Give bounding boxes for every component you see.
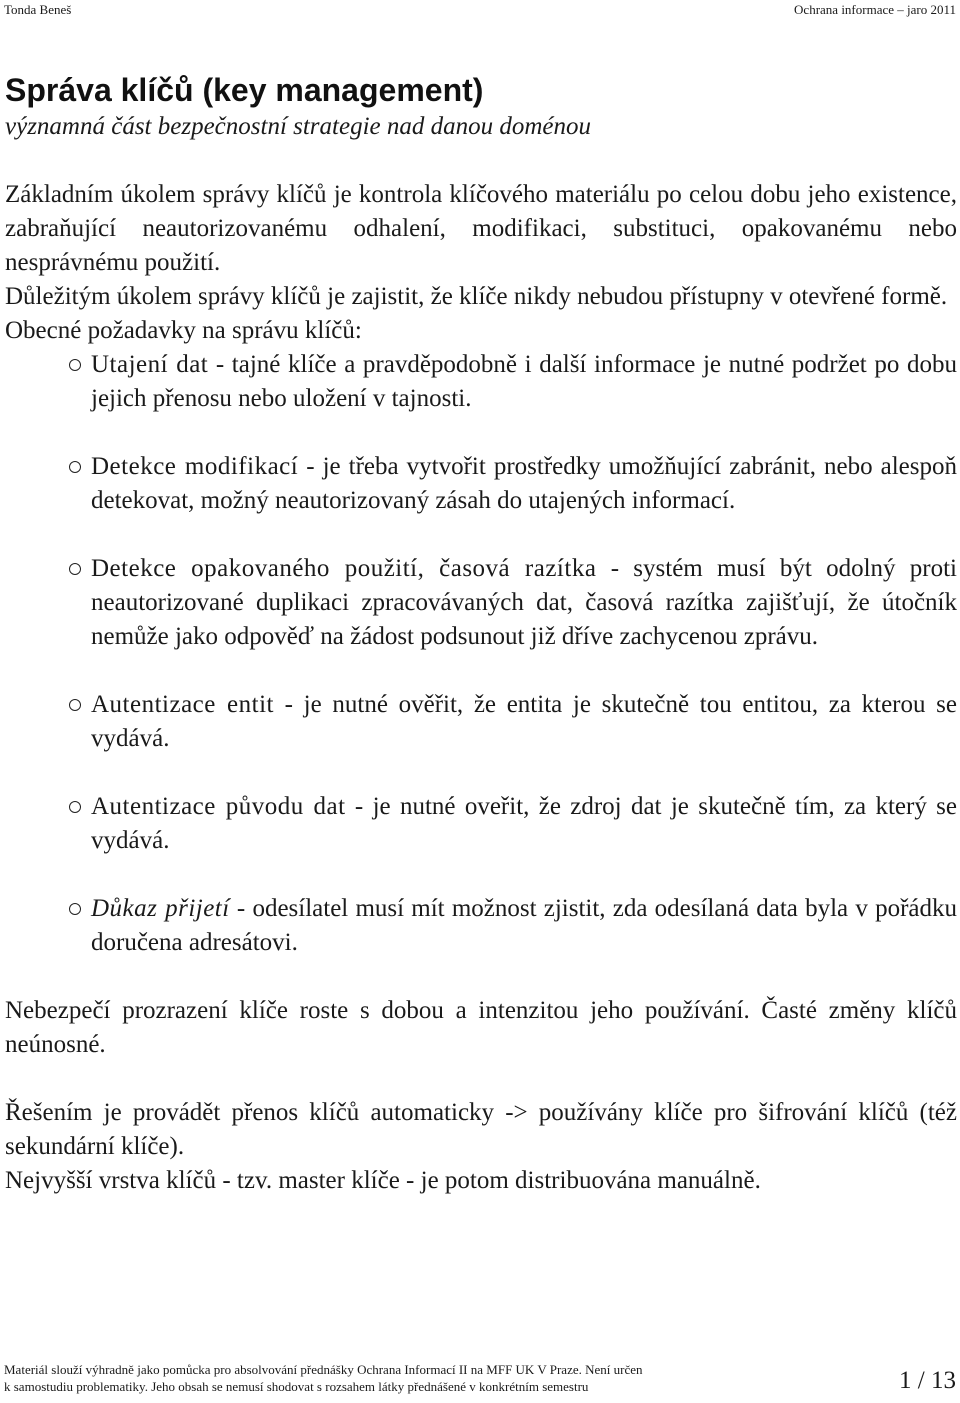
bullet-icon [69, 563, 81, 575]
list-item-term: Detekce modifikací [91, 453, 299, 480]
bullet-icon [69, 801, 81, 813]
document-body [5, 70, 957, 1198]
list-item-term: Důkaz přijetí [91, 895, 230, 922]
list-item [5, 348, 957, 416]
footer-note-line: Materiál slouží výhradně jako pomůcka pro absolvování přednášky Ochrana Informací II na MFF UK V Praze. Není určen [4, 1362, 643, 1377]
list-item [5, 450, 957, 518]
list-item [5, 892, 957, 960]
list-item-term: Detekce opakovaného použití, časová razítka [91, 555, 597, 582]
page-subtitle: významná část bezpečnostní strategie nad danou doménou [5, 113, 592, 140]
bullet-icon [69, 359, 81, 371]
list-item [5, 790, 957, 858]
footer-note-line: k samostudiu problematiky. Jeho obsah se nemusí shodovat s rozsahem látky přednášené v konkrétním semestru [4, 1379, 589, 1394]
intro-paragraph: Základním úkolem správy klíčů je kontrola klíčového materiálu po celou dobu jeho existence, zabraňující neautorizovanému odhalení, modifikaci, substituci, opakovanému nebo nesprávnému použití. [5, 181, 957, 276]
page-header [0, 0, 960, 20]
requirements-list [5, 348, 957, 960]
page-title: Správa klíčů (key management) [5, 72, 484, 108]
list-item-text: - systém musí být odolný proti neautorizované duplikaci zpracovávaných dat, časová razítka zajišťují, že útočník nemůže jako odpověď na žádost podsunout již dříve zachycenou zprávu. [91, 555, 958, 650]
solution-paragraph: Řešením je provádět přenos klíčů automaticky -> používány klíče pro šifrování klíčů (též sekundární klíče). [5, 1099, 957, 1160]
list-item-term: Autentizace entit [91, 691, 274, 718]
list-item-text: - je nutné ověřit, že entita je skutečně tou entitou, za kterou se vydává. [91, 691, 957, 752]
header-course: Ochrana informace – jaro 2011 [794, 2, 956, 17]
list-item-term: Autentizace původu dat [91, 793, 346, 820]
page-footer [4, 1355, 956, 1395]
intro-paragraph-2: Důležitým úkolem správy klíčů je zajistit, že klíče nikdy nebudou přístupny v otevřené formě. [5, 283, 948, 310]
list-item-term: Utajení dat [91, 351, 209, 378]
risk-paragraph: Nebezpečí prozrazení klíče roste s dobou a intenzitou jeho používání. Časté změny klíčů neúnosné. [5, 997, 957, 1058]
bullet-icon [69, 461, 81, 473]
footer-note [4, 1361, 724, 1395]
list-item [5, 688, 957, 756]
bullet-icon [69, 903, 81, 915]
list-item [5, 552, 957, 654]
bullet-icon [69, 699, 81, 711]
requirements-heading: Obecné požadavky na správu klíčů: [5, 317, 362, 344]
list-item-text: - tajné klíče a pravděpodobně i další informace je nutné podržet po dobu jejich přenosu nebo uložení v tajnosti. [91, 351, 957, 412]
list-item-text: - odesílatel musí mít možnost zjistit, zda odesílaná data byla v pořádku doručena adresátovi. [91, 895, 957, 956]
list-item-text: - je nutné oveřit, že zdroj dat je skutečně tím, za který se vydává. [91, 793, 957, 854]
header-author: Tonda Beneš [4, 2, 72, 17]
list-item-text: - je třeba vytvořit prostředky umožňující zabránit, nebo alespoň detekovat, možný neautorizovaný zásah do utajených informací. [91, 453, 958, 514]
master-key-paragraph: Nejvyšší vrstva klíčů - tzv. master klíče - je potom distribuována manuálně. [5, 1167, 761, 1194]
page-number: 1 / 13 [899, 1367, 956, 1394]
